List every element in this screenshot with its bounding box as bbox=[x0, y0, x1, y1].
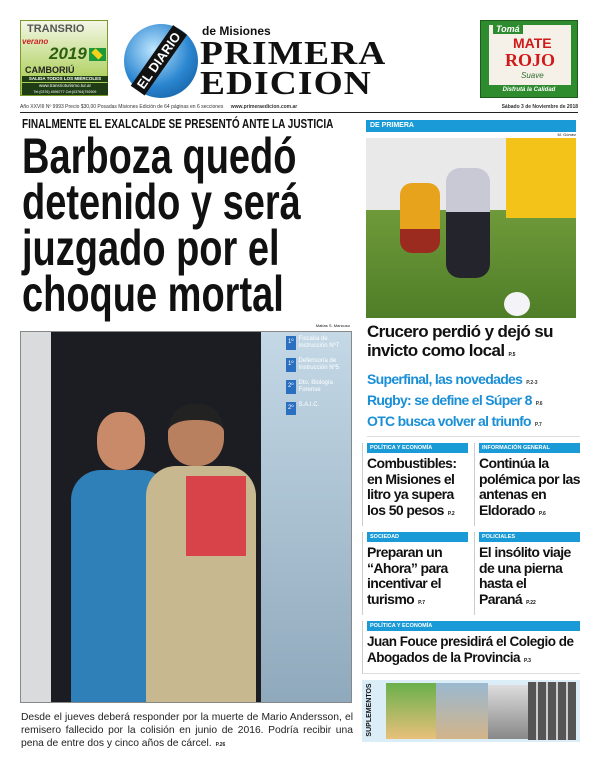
supplements-strip[interactable] bbox=[362, 680, 580, 742]
news-box[interactable] bbox=[362, 443, 468, 526]
section-bar-de-primera[interactable]: DE PRIMERA bbox=[366, 120, 576, 132]
main-headline bbox=[22, 128, 389, 322]
caption-text: Desde el jueves deberá responder por la muerte de Mario Andersson, el remisero fallecido por la colisión en junio de 2016. Podría recibir una pena de entre dos y cinco años de cárcel. bbox=[21, 712, 353, 749]
caption-page: P.26 bbox=[215, 742, 226, 748]
headline-line: Barboza quedó bbox=[22, 128, 297, 184]
box-section: POLICIALES bbox=[479, 532, 580, 542]
subhead-text: Superfinal, las novedades bbox=[367, 371, 523, 387]
box-headline bbox=[367, 634, 580, 669]
box-headline-text: Juan Fouce presidirá el Colegio de Abogados de la Provincia bbox=[367, 634, 574, 665]
sports-headline[interactable] bbox=[367, 322, 579, 365]
main-photo[interactable] bbox=[20, 331, 352, 703]
edition-date: Sábado 3 de Noviembre de 2018 bbox=[501, 104, 578, 110]
box-headline-text: Continúa la polémica por las antenas en Eldorado bbox=[479, 455, 580, 518]
sports-photo-credit: M. Gómez bbox=[557, 132, 576, 137]
sign-text: Defensoría de Instrucción Nº5 bbox=[298, 358, 340, 371]
subhead-page: P.2-3 bbox=[526, 380, 538, 386]
ad-line2: MATE bbox=[513, 35, 552, 51]
ad-season: verano bbox=[22, 37, 49, 46]
box-headline bbox=[479, 456, 580, 522]
box-page: P.6 bbox=[538, 510, 546, 517]
headline-line: detenido y será bbox=[22, 174, 301, 230]
ad-note: SALIDA TODOS LOS MIÉRCOLES bbox=[22, 76, 108, 82]
sports-photo[interactable] bbox=[366, 138, 576, 318]
ad-line4: Suave bbox=[521, 71, 544, 80]
ad-slogan: Disfrutá la Calidad bbox=[502, 87, 556, 93]
building-sign bbox=[286, 336, 352, 415]
sports-subheads bbox=[367, 371, 580, 437]
box-section: SOCIEDAD bbox=[367, 532, 468, 542]
box-headline bbox=[367, 456, 468, 522]
sports-headline-text: Crucero perdió y dejó su invicto como local bbox=[367, 322, 553, 360]
sign-number: 2º bbox=[286, 380, 296, 394]
news-box[interactable] bbox=[474, 443, 580, 526]
supplement-cover[interactable] bbox=[386, 683, 436, 739]
sign-text: Dto. Biología Forense bbox=[298, 380, 333, 393]
sports-subhead[interactable] bbox=[367, 371, 580, 392]
box-headline-text: Combustibles: en Misiones el litro ya supera los 50 pesos bbox=[367, 455, 457, 518]
supplement-cover[interactable] bbox=[488, 685, 528, 739]
brand-subtitle: de Misiones bbox=[202, 24, 271, 38]
sign-number: 1º bbox=[286, 358, 296, 372]
sports-subhead[interactable] bbox=[367, 413, 580, 434]
box-page: P.2 bbox=[447, 510, 455, 517]
el-diario-badge: EL DIARIO bbox=[131, 26, 187, 96]
sign-number: 2º bbox=[286, 402, 296, 415]
box-section: POLÍTICA Y ECONOMÍA bbox=[367, 443, 468, 453]
box-page: P.3 bbox=[524, 658, 531, 664]
ball-icon bbox=[504, 292, 530, 316]
masthead-title-2: EDICION bbox=[200, 65, 372, 102]
ad-year: 2019 bbox=[49, 44, 87, 63]
edition-info: Año XXVIII Nº 9993 Precio $30,00 Posadas Misiones Edición de 64 páginas en 6 secciones bbox=[20, 104, 224, 110]
subhead-text: Rugby: se define el Súper 8 bbox=[367, 392, 532, 408]
subhead-page: P.6 bbox=[535, 401, 543, 407]
masthead-title-1: PRIMERA bbox=[200, 35, 387, 72]
brazil-flag-icon bbox=[89, 48, 106, 61]
news-box[interactable] bbox=[474, 532, 580, 615]
ad-mate-rojo[interactable] bbox=[480, 20, 578, 98]
box-headline-text: El insólito viaje de una pierna hasta el Paraná bbox=[479, 544, 571, 607]
main-kicker: FINALMENTE EL EXALCALDE SE PRESENTÓ ANTE LA JUSTICIA bbox=[22, 117, 334, 131]
box-headline bbox=[367, 545, 468, 611]
ad-web: www.transrioturismo.tur.ar bbox=[22, 83, 108, 89]
news-box[interactable] bbox=[362, 532, 468, 615]
player-dark bbox=[446, 168, 490, 278]
main-caption bbox=[21, 711, 353, 752]
supplement-cover[interactable] bbox=[436, 683, 488, 739]
player-yellow bbox=[400, 183, 440, 253]
sign-text: Fiscalía de Instrucción Nº7 bbox=[298, 336, 340, 349]
box-headline-text: Preparan un “Ahora” para incentivar el turismo bbox=[367, 544, 448, 607]
ad-line1: Tomá bbox=[493, 24, 523, 34]
box-section: POLÍTICA Y ECONOMÍA bbox=[367, 621, 580, 631]
supplements-label: SUPLEMENTOS bbox=[366, 683, 373, 737]
box-headline bbox=[479, 545, 580, 611]
ad-phones: Tel:(0376) 4596777 Cel:(03764)792909 bbox=[22, 89, 108, 95]
ad-line3: ROJO bbox=[505, 50, 556, 70]
box-section: INFORMACIÓN GENERAL bbox=[479, 443, 580, 453]
box-page: P.7 bbox=[418, 599, 426, 606]
sign-text: S.A.I.C. bbox=[298, 402, 320, 408]
website-link[interactable]: www.primeraedicion.com.ar bbox=[230, 104, 298, 110]
ad-place: CAMBORIÚ bbox=[25, 65, 75, 75]
photo-credit: Matías S. Mancuso bbox=[315, 323, 350, 328]
right-column bbox=[362, 120, 580, 742]
sports-subhead[interactable] bbox=[367, 392, 580, 413]
box-page: P.22 bbox=[526, 599, 536, 606]
headline-line: choque mortal bbox=[22, 266, 284, 322]
news-box-wide[interactable] bbox=[362, 621, 580, 674]
info-bar bbox=[20, 103, 578, 113]
headline-line: juzgado por el bbox=[22, 220, 280, 276]
subhead-page: P.7 bbox=[534, 422, 542, 428]
sports-page: P.5 bbox=[508, 352, 516, 358]
ad-brand: TRANSRIO bbox=[27, 23, 85, 35]
subhead-text: OTC busca volver al triunfo bbox=[367, 413, 531, 429]
person-right bbox=[146, 404, 256, 703]
ad-transrio[interactable] bbox=[20, 20, 108, 96]
sign-number: 1º bbox=[286, 336, 296, 350]
supplement-cover[interactable] bbox=[528, 682, 576, 740]
